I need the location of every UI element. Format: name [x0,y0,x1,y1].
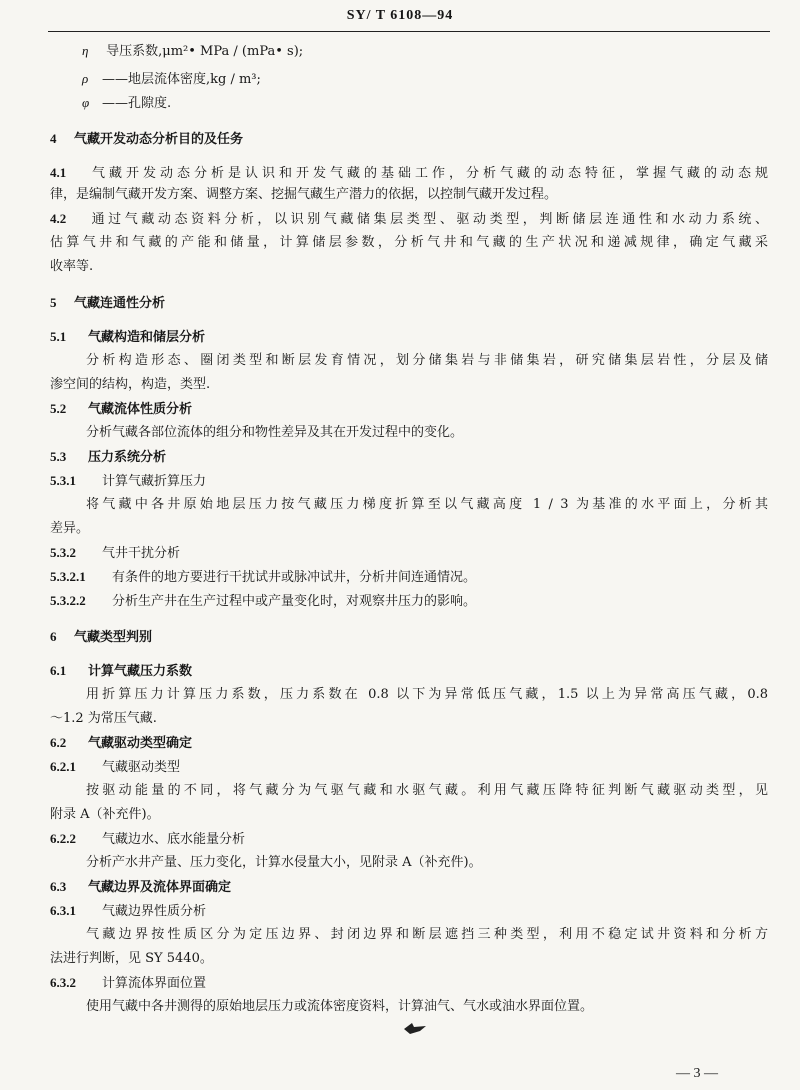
clause-5-1-heading [50,328,205,347]
clause-5-1-line-2: 渗空间的结构，构造，类型. [50,377,211,392]
paragraph-4-1-line-1 [50,164,768,183]
symbol-def-eta [82,42,303,61]
clause-number: 5.1 [50,329,67,344]
section-number: 4 [50,131,57,146]
section-5-heading [50,294,165,313]
clause-6-2-2-heading [50,830,245,849]
symbol-text: 导压系数,μm²• MPa / (mPa• s); [102,44,304,59]
clause-6-1-heading [50,662,192,681]
clause-number: 5.3.1 [50,473,76,488]
clause-5-3-1-line-1: 将气藏中各井原始地层压力按气藏压力梯度折算至以气藏高度 1 / 3 为基准的水平面上，分析其 [86,497,768,512]
clause-text: 分析生产井在生产过程中或产量变化时，对观察井压力的影响。 [112,594,477,609]
clause-number: 6.1 [50,663,67,678]
section-title: 气藏连通性分析 [74,296,166,311]
clause-5-1-line-1: 分析构造形态、圈闭类型和断层发育情况，划分储集岩与非储集岩，研究储集层岩性，分层及储 [86,353,768,368]
clause-title: 气藏流体性质分析 [88,402,193,417]
clause-title: 计算气藏压力系数 [88,664,193,679]
section-number: 5 [50,295,57,310]
clause-text: 气藏开发动态分析是认识和开发气藏的基础工作，分析气藏的动态特征，掌握气藏的动态规 [88,166,768,181]
clause-title: 气藏驱动类型确定 [88,736,193,751]
clause-6-2-1-heading [50,758,180,777]
clause-number: 5.3.2 [50,545,76,560]
clause-title: 气藏驱动类型 [102,760,181,775]
symbol-text: ——地层流体密度,kg / m³; [102,72,261,87]
clause-title: 气藏边界性质分析 [102,904,207,919]
clause-6-3-2-heading [50,974,206,993]
symbol: η [82,43,89,58]
clause-number: 6.3 [50,879,67,894]
symbol: ρ [82,71,89,86]
clause-text: 通过气藏动态资料分析，以识别气藏储集层类型、驱动类型，判断储层连通性和水动力系统、 [88,212,768,227]
clause-5-3-heading [50,448,166,467]
clause-title: 气藏边水、底水能量分析 [102,832,246,847]
clause-6-1-line-1: 用折算压力计算压力系数，压力系数在 0.8 以下为异常低压气藏，1.5 以上为异常高压气藏，0.8 [86,687,768,702]
page-number: — 3 — [676,1066,718,1081]
clause-6-3-2-line-1: 使用气藏中各井测得的原始地层压力或流体密度资料，计算油气、气水或油水界面位置。 [86,999,594,1014]
clause-title: 压力系统分析 [88,450,167,465]
clause-title: 气藏边界及流体界面确定 [88,880,232,895]
clause-number: 5.3 [50,449,67,464]
clause-number: 6.3.1 [50,903,76,918]
clause-number: 5.3.2.2 [50,593,86,608]
clause-number: 6.2.2 [50,831,76,846]
clause-6-3-heading [50,878,231,897]
symbol-def-phi [82,94,171,113]
paragraph-4-2-line-2: 估算气井和气藏的产能和储量，计算储层参数，分析气井和气藏的生产状况和递减规律，确定气藏采 [50,235,768,250]
symbol-text: ——孔隙度. [102,96,172,111]
clause-number: 4.1 [50,165,67,180]
clause-number: 5.3.2.1 [50,569,86,584]
clause-6-1-line-2: ～1.2 为常压气藏. [50,711,157,726]
clause-5-3-1-heading [50,472,206,491]
clause-title: 气藏构造和储层分析 [88,330,206,345]
clause-6-2-1-line-1: 按驱动能量的不同，将气藏分为气驱气藏和水驱气藏。利用气藏压降特征判断气藏驱动类型，见 [86,783,768,798]
ink-blot-mark [402,1020,428,1036]
header-rule [48,31,770,32]
clause-6-3-1-heading [50,902,206,921]
clause-6-3-1-line-2: 法进行判断，见 SY 5440。 [50,951,213,966]
clause-number: 6.2.1 [50,759,76,774]
paragraph-4-1-line-2: 律，是编制气藏开发方案、调整方案、挖掘气藏生产潜力的依据，以控制气藏开发过程。 [50,187,558,202]
section-4-heading [50,130,243,149]
section-number: 6 [50,629,57,644]
section-6-heading [50,628,152,647]
clause-6-2-1-line-2: 附录 A（补充件)。 [50,807,160,822]
section-title: 气藏开发动态分析目的及任务 [74,132,244,147]
clause-5-3-2-1 [50,568,476,587]
clause-5-2-heading [50,400,192,419]
clause-6-2-heading [50,734,192,753]
clause-6-2-2-line-1: 分析产水井产量、压力变化，计算水侵量大小，见附录 A（补充件)。 [86,855,482,870]
clause-text: 有条件的地方要进行干扰试井或脉冲试井，分析井间连通情况。 [112,570,477,585]
symbol: φ [82,95,90,110]
paragraph-4-2-line-3: 收率等. [50,259,94,274]
clause-5-3-1-line-2: 差异。 [50,521,90,536]
clause-5-2-line-1: 分析气藏各部位流体的组分和物性差异及其在开发过程中的变化。 [86,425,464,440]
clause-6-3-1-line-1: 气藏边界按性质区分为定压边界、封闭边界和断层遮挡三种类型，利用不稳定试井资料和分析方 [86,927,768,942]
page-header: SY/ T 6108—94 [346,8,454,23]
clause-number: 6.2 [50,735,67,750]
clause-title: 气井干扰分析 [102,546,181,561]
clause-5-3-2-2 [50,592,476,611]
clause-number: 6.3.2 [50,975,76,990]
paragraph-4-2-line-1 [50,210,768,229]
clause-5-3-2-heading [50,544,180,563]
clause-title: 计算气藏折算压力 [102,474,207,489]
clause-number: 5.2 [50,401,67,416]
symbol-def-rho [82,70,261,89]
clause-number: 4.2 [50,211,67,226]
clause-title: 计算流体界面位置 [102,976,207,991]
section-title: 气藏类型判别 [74,630,153,645]
